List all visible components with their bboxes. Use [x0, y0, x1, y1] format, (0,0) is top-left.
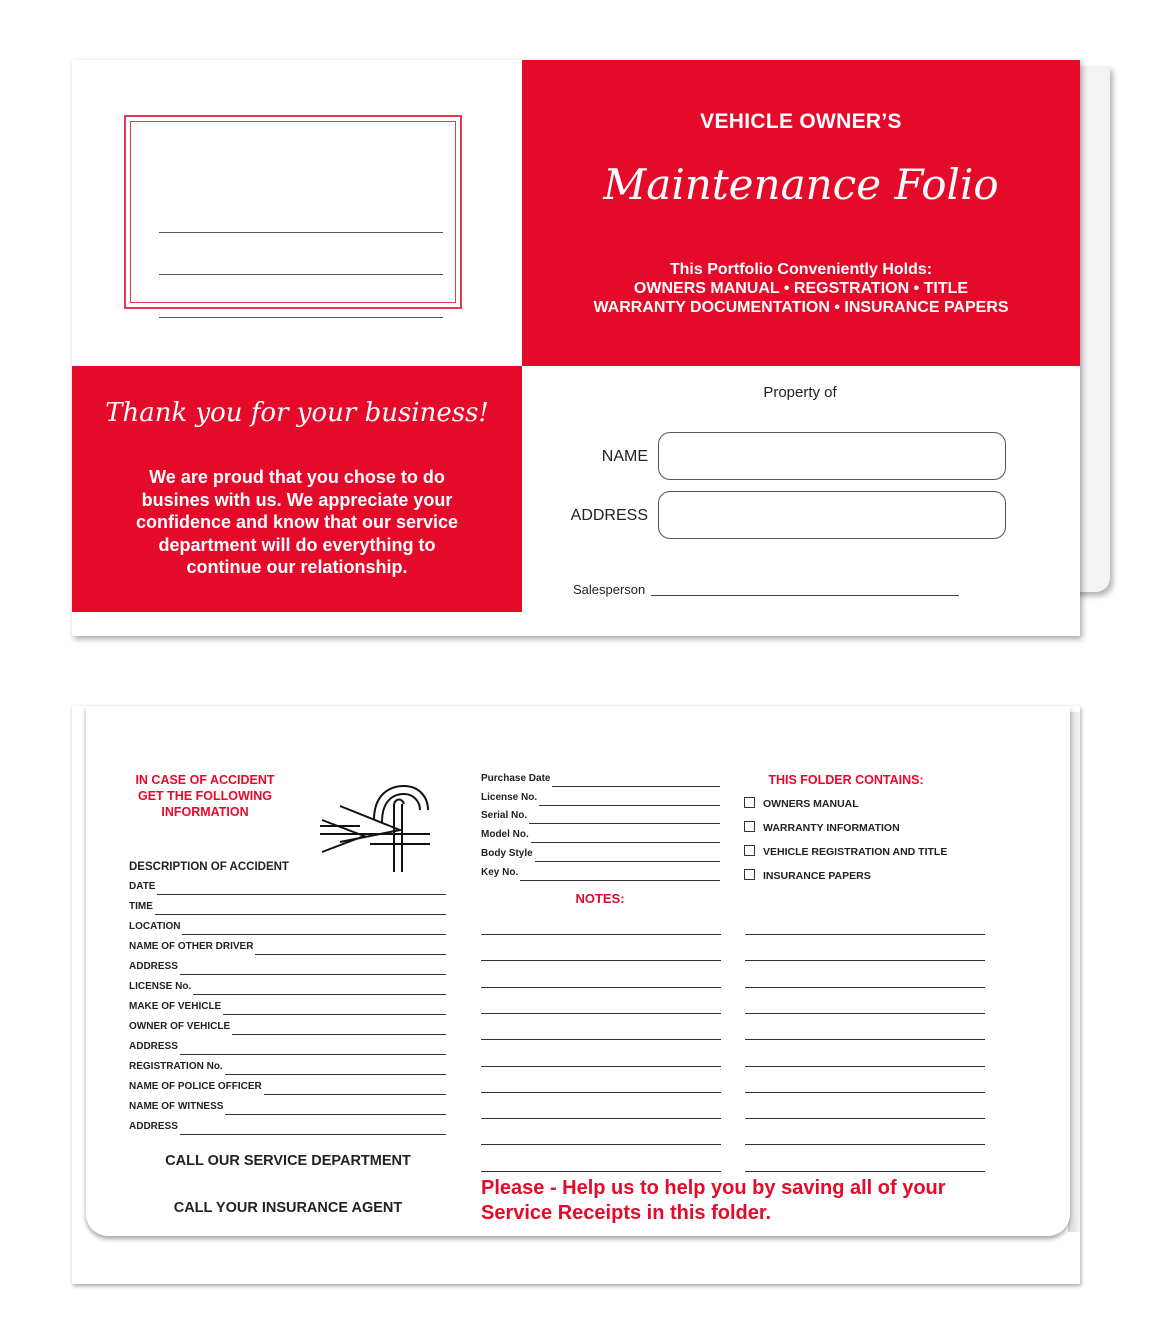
vehicle-field-row-label: License No.	[481, 791, 538, 803]
note-line[interactable]	[745, 934, 985, 935]
note-line[interactable]	[481, 1066, 721, 1067]
accident-field-row[interactable]	[129, 941, 446, 955]
note-line[interactable]	[745, 960, 985, 961]
vehicle-field-row[interactable]	[481, 773, 720, 787]
save-receipts-line: Service Receipts in this folder.	[481, 1202, 772, 1224]
accident-field-row[interactable]	[129, 1081, 446, 1095]
accident-field-row-label: MAKE OF VEHICLE	[129, 1001, 222, 1012]
fill-in-line[interactable]	[223, 1014, 446, 1015]
thank-you-line: confidence and know that our service	[135, 512, 459, 532]
accident-field-row[interactable]	[129, 961, 446, 975]
fill-in-line[interactable]	[180, 1134, 446, 1135]
accident-field-row[interactable]	[129, 881, 446, 895]
fill-in-line[interactable]	[264, 1094, 446, 1095]
fill-in-line[interactable]	[539, 805, 720, 806]
note-line[interactable]	[481, 1039, 721, 1040]
thank-you-title: Thank you for your business!	[105, 398, 489, 428]
note-line[interactable]	[481, 934, 721, 935]
accident-field-row[interactable]	[129, 1101, 446, 1115]
holds-line: OWNERS MANUAL • REGSTRATION • TITLE	[633, 280, 969, 297]
save-receipts-message	[481, 1176, 1001, 1226]
vehicle-field-row-label: Body Style	[481, 847, 533, 859]
accident-heading-line: GET THE FOLLOWING	[137, 789, 272, 803]
note-line[interactable]	[745, 1092, 985, 1093]
vehicle-field-row[interactable]	[481, 829, 720, 843]
thank-you-line: busines with us. We appreciate your	[141, 489, 453, 510]
accident-heading-line: INFORMATION	[161, 805, 249, 819]
holds-line: This Portfolio Conveniently Holds:	[669, 261, 933, 278]
note-line[interactable]	[481, 1171, 721, 1172]
vehicle-field-row[interactable]	[481, 848, 720, 862]
vehicle-field-row[interactable]	[481, 867, 720, 881]
fill-in-line[interactable]	[552, 786, 720, 787]
accident-field-row[interactable]	[129, 901, 446, 915]
checklist-label: VEHICLE REGISTRATION AND TITLE	[763, 846, 948, 858]
fill-in-line[interactable]	[225, 1074, 446, 1075]
holds-list	[522, 260, 1080, 317]
accident-field-row[interactable]	[129, 1121, 446, 1135]
accident-heading	[120, 772, 290, 820]
fill-in-line[interactable]	[531, 842, 720, 843]
note-line[interactable]	[481, 987, 721, 988]
accident-field-row-label: LICENSE No.	[129, 981, 192, 992]
accident-field-row[interactable]	[129, 921, 446, 935]
note-line[interactable]	[745, 1039, 985, 1040]
folder-front-panel	[72, 60, 1080, 636]
note-line[interactable]	[745, 1171, 985, 1172]
accident-field-row-label: NAME OF POLICE OFFICER	[129, 1081, 262, 1092]
accident-field-row-label: ADDRESS	[129, 961, 178, 972]
checklist-label: WARRANTY INFORMATION	[763, 822, 900, 834]
dealer-label-box	[124, 115, 462, 309]
vehicle-field-row-label: Key No.	[481, 866, 519, 878]
save-receipts-line: Please - Help us to help you by saving all of your	[481, 1177, 946, 1199]
address-label: ADDRESS	[570, 507, 648, 524]
accident-field-row-label: NAME OF OTHER DRIVER	[129, 941, 254, 952]
folio-title: Maintenance Folio	[603, 160, 999, 209]
dealer-logo	[320, 780, 430, 872]
note-line[interactable]	[745, 987, 985, 988]
accident-field-row-label: DATE	[129, 881, 156, 892]
name-label: NAME	[601, 448, 648, 465]
fill-in-line[interactable]	[535, 861, 720, 862]
accident-field-row[interactable]	[129, 1041, 446, 1055]
fill-in-line[interactable]	[225, 1114, 446, 1115]
checkbox[interactable]	[744, 845, 755, 856]
fill-in-line[interactable]	[157, 894, 446, 895]
note-line[interactable]	[745, 1144, 985, 1145]
property-of-label: Property of	[763, 384, 837, 401]
fill-in-line[interactable]	[232, 1034, 446, 1035]
note-line[interactable]	[481, 1118, 721, 1119]
accident-description-title: DESCRIPTION OF ACCIDENT	[129, 861, 289, 873]
folder-contents-title: THIS FOLDER CONTAINS:	[768, 773, 924, 787]
fill-in-line[interactable]	[180, 974, 446, 975]
accident-field-row-label: REGISTRATION No.	[129, 1061, 223, 1072]
address-field[interactable]	[658, 491, 1006, 539]
accident-heading-line: IN CASE OF ACCIDENT	[135, 773, 275, 787]
note-line[interactable]	[481, 1144, 721, 1145]
vehicle-field-row-label: Model No.	[481, 829, 529, 841]
accident-field-row[interactable]	[129, 1001, 446, 1015]
fill-in-line[interactable]	[155, 914, 446, 915]
thank-you-message	[102, 466, 492, 579]
accident-field-row[interactable]	[129, 1021, 446, 1035]
label-line	[159, 274, 443, 275]
note-line[interactable]	[745, 1066, 985, 1067]
label-line	[159, 232, 443, 233]
vehicle-field-row[interactable]	[481, 810, 720, 824]
note-line[interactable]	[745, 1118, 985, 1119]
holds-line: WARRANTY DOCUMENTATION • INSURANCE PAPERS	[593, 299, 1009, 316]
accident-field-row-label: OWNER OF VEHICLE	[129, 1021, 231, 1032]
notes-title: NOTES:	[575, 891, 625, 906]
salesperson-label: Salesperson	[573, 582, 646, 597]
thank-you-line: We are proud that you chose to do	[149, 467, 445, 487]
checkbox[interactable]	[744, 797, 755, 808]
accident-field-row-label: LOCATION	[129, 921, 181, 932]
note-line[interactable]	[481, 1092, 721, 1093]
fill-in-line[interactable]	[182, 934, 446, 935]
salesperson-line[interactable]	[651, 595, 959, 596]
call-service-text: CALL OUR SERVICE DEPARTMENT	[165, 1153, 411, 1169]
title-block	[522, 60, 1080, 366]
call-agent-text: CALL YOUR INSURANCE AGENT	[173, 1200, 403, 1216]
name-field[interactable]	[658, 432, 1006, 480]
folder-checklist-item	[744, 845, 947, 858]
label-line	[159, 317, 443, 318]
fill-in-line[interactable]	[529, 823, 720, 824]
checkbox[interactable]	[744, 821, 755, 832]
fill-in-line[interactable]	[255, 954, 446, 955]
note-line[interactable]	[481, 1013, 721, 1014]
fill-in-line[interactable]	[520, 880, 720, 881]
vehicle-field-row[interactable]	[481, 792, 720, 806]
accident-field-row-label: TIME	[129, 901, 153, 912]
note-line[interactable]	[481, 960, 721, 961]
folder-checklist-item	[744, 869, 871, 882]
checklist-label: INSURANCE PAPERS	[763, 870, 871, 882]
accident-field-row-label: ADDRESS	[129, 1121, 178, 1132]
vehicle-field-row-label: Purchase Date	[481, 773, 551, 784]
accident-field-row-label: ADDRESS	[129, 1041, 178, 1052]
owners-title: VEHICLE OWNER’S	[700, 110, 902, 133]
folder-checklist-item	[744, 797, 859, 810]
checklist-label: OWNERS MANUAL	[763, 798, 859, 810]
accident-field-row[interactable]	[129, 981, 446, 995]
accident-field-row-label: NAME OF WITNESS	[129, 1101, 224, 1112]
fill-in-line[interactable]	[180, 1054, 446, 1055]
thank-you-line: department will do everything to	[158, 534, 436, 555]
note-line[interactable]	[745, 1013, 985, 1014]
accident-field-row[interactable]	[129, 1061, 446, 1075]
fill-in-line[interactable]	[193, 994, 446, 995]
thank-you-line: continue our relationship.	[186, 557, 408, 577]
vehicle-field-row-label: Serial No.	[481, 810, 528, 822]
folder-checklist-item	[744, 821, 900, 834]
checkbox[interactable]	[744, 869, 755, 880]
